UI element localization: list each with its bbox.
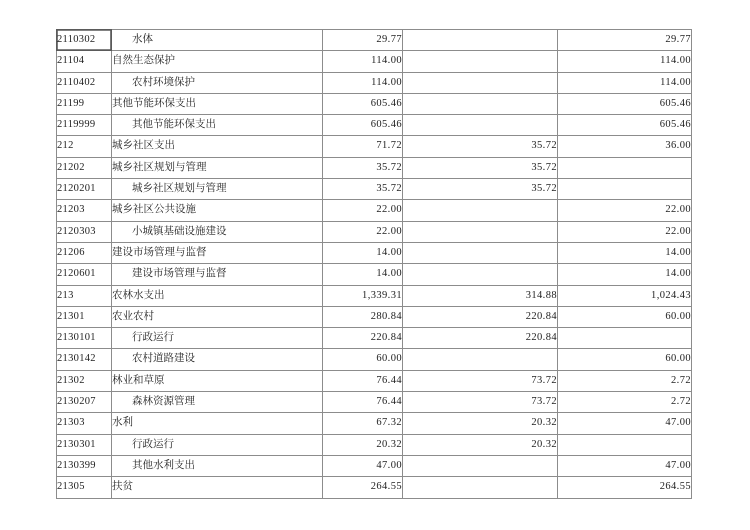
budget-name-cell: 农村道路建设 xyxy=(112,349,323,370)
budget-table xyxy=(56,29,692,499)
amount-cell-3: 36.00 xyxy=(558,136,692,157)
amount-cell-1: 29.77 xyxy=(323,30,403,51)
table-row xyxy=(57,349,692,370)
budget-code-cell: 21202 xyxy=(57,157,112,178)
amount-cell-1: 71.72 xyxy=(323,136,403,157)
budget-code-cell: 21301 xyxy=(57,306,112,327)
amount-cell-2 xyxy=(403,264,558,285)
amount-cell-2: 220.84 xyxy=(403,328,558,349)
budget-name-cell: 行政运行 xyxy=(112,328,323,349)
table-row xyxy=(57,157,692,178)
amount-cell-3: 22.00 xyxy=(558,221,692,242)
amount-cell-2: 220.84 xyxy=(403,306,558,327)
budget-name-cell: 建设市场管理与监督 xyxy=(112,242,323,263)
amount-cell-3: 47.00 xyxy=(558,455,692,476)
table-row xyxy=(57,264,692,285)
table-row xyxy=(57,477,692,498)
amount-cell-2: 35.72 xyxy=(403,157,558,178)
amount-cell-1: 20.32 xyxy=(323,434,403,455)
budget-code-cell: 21104 xyxy=(57,51,112,72)
amount-cell-2 xyxy=(403,477,558,498)
amount-cell-3 xyxy=(558,328,692,349)
amount-cell-1: 114.00 xyxy=(323,51,403,72)
budget-name-cell: 农业农村 xyxy=(112,306,323,327)
budget-code-cell: 21203 xyxy=(57,200,112,221)
budget-code-cell: 2120601 xyxy=(57,264,112,285)
table-row xyxy=(57,72,692,93)
amount-cell-1: 220.84 xyxy=(323,328,403,349)
budget-name-cell: 其他节能环保支出 xyxy=(112,115,323,136)
amount-cell-1: 264.55 xyxy=(323,477,403,498)
table-row xyxy=(57,455,692,476)
amount-cell-2: 73.72 xyxy=(403,370,558,391)
table-row xyxy=(57,413,692,434)
table-row xyxy=(57,434,692,455)
amount-cell-2 xyxy=(403,93,558,114)
amount-cell-1: 114.00 xyxy=(323,72,403,93)
table-row xyxy=(57,30,692,51)
budget-name-cell: 森林资源管理 xyxy=(112,392,323,413)
budget-code-cell: 2120303 xyxy=(57,221,112,242)
budget-code-cell: 2130301 xyxy=(57,434,112,455)
table-row xyxy=(57,93,692,114)
budget-name-cell: 城乡社区规划与管理 xyxy=(112,157,323,178)
table-row xyxy=(57,392,692,413)
amount-cell-3 xyxy=(558,179,692,200)
budget-code-cell: 2130142 xyxy=(57,349,112,370)
amount-cell-3 xyxy=(558,434,692,455)
amount-cell-2 xyxy=(403,30,558,51)
budget-name-cell: 建设市场管理与监督 xyxy=(112,264,323,285)
amount-cell-3: 114.00 xyxy=(558,51,692,72)
budget-code-cell: 2110302 xyxy=(57,30,112,51)
budget-name-cell: 农村环境保护 xyxy=(112,72,323,93)
table-row xyxy=(57,136,692,157)
table-row xyxy=(57,51,692,72)
budget-code-cell: 213 xyxy=(57,285,112,306)
amount-cell-2: 35.72 xyxy=(403,179,558,200)
amount-cell-3: 22.00 xyxy=(558,200,692,221)
budget-code-cell: 2130101 xyxy=(57,328,112,349)
table-row xyxy=(57,242,692,263)
amount-cell-3: 2.72 xyxy=(558,392,692,413)
budget-code-cell: 2130399 xyxy=(57,455,112,476)
budget-name-cell: 水利 xyxy=(112,413,323,434)
budget-code-cell: 21303 xyxy=(57,413,112,434)
amount-cell-3: 2.72 xyxy=(558,370,692,391)
amount-cell-1: 1,339.31 xyxy=(323,285,403,306)
budget-name-cell: 小城镇基础设施建设 xyxy=(112,221,323,242)
amount-cell-1: 14.00 xyxy=(323,264,403,285)
budget-name-cell: 城乡社区规划与管理 xyxy=(112,179,323,200)
table-row xyxy=(57,328,692,349)
table-row xyxy=(57,200,692,221)
budget-code-cell: 2120201 xyxy=(57,179,112,200)
amount-cell-1: 35.72 xyxy=(323,179,403,200)
amount-cell-3: 114.00 xyxy=(558,72,692,93)
amount-cell-2 xyxy=(403,200,558,221)
amount-cell-1: 280.84 xyxy=(323,306,403,327)
budget-code-cell: 2119999 xyxy=(57,115,112,136)
budget-name-cell: 自然生态保护 xyxy=(112,51,323,72)
budget-name-cell: 其他节能环保支出 xyxy=(112,93,323,114)
amount-cell-3: 60.00 xyxy=(558,306,692,327)
amount-cell-1: 22.00 xyxy=(323,221,403,242)
amount-cell-1: 605.46 xyxy=(323,115,403,136)
amount-cell-1: 47.00 xyxy=(323,455,403,476)
budget-name-cell: 城乡社区支出 xyxy=(112,136,323,157)
amount-cell-1: 35.72 xyxy=(323,157,403,178)
amount-cell-3: 29.77 xyxy=(558,30,692,51)
amount-cell-2: 35.72 xyxy=(403,136,558,157)
budget-code-cell: 21199 xyxy=(57,93,112,114)
budget-name-cell: 行政运行 xyxy=(112,434,323,455)
amount-cell-1: 14.00 xyxy=(323,242,403,263)
budget-name-cell: 扶贫 xyxy=(112,477,323,498)
amount-cell-3: 605.46 xyxy=(558,115,692,136)
amount-cell-2 xyxy=(403,115,558,136)
amount-cell-3: 60.00 xyxy=(558,349,692,370)
amount-cell-3: 14.00 xyxy=(558,264,692,285)
amount-cell-1: 605.46 xyxy=(323,93,403,114)
amount-cell-1: 76.44 xyxy=(323,370,403,391)
amount-cell-2 xyxy=(403,72,558,93)
budget-code-cell: 212 xyxy=(57,136,112,157)
table-row xyxy=(57,221,692,242)
amount-cell-2 xyxy=(403,51,558,72)
table-row xyxy=(57,179,692,200)
amount-cell-1: 76.44 xyxy=(323,392,403,413)
budget-name-cell: 林业和草原 xyxy=(112,370,323,391)
amount-cell-1: 22.00 xyxy=(323,200,403,221)
amount-cell-2 xyxy=(403,242,558,263)
budget-code-cell: 21302 xyxy=(57,370,112,391)
budget-name-cell: 水体 xyxy=(112,30,323,51)
budget-table-body xyxy=(57,30,692,499)
table-row xyxy=(57,285,692,306)
budget-code-cell: 2130207 xyxy=(57,392,112,413)
amount-cell-1: 60.00 xyxy=(323,349,403,370)
amount-cell-3: 47.00 xyxy=(558,413,692,434)
amount-cell-2: 20.32 xyxy=(403,413,558,434)
table-row xyxy=(57,115,692,136)
table-row xyxy=(57,306,692,327)
table-row xyxy=(57,370,692,391)
budget-code-cell: 21305 xyxy=(57,477,112,498)
budget-code-cell: 2110402 xyxy=(57,72,112,93)
amount-cell-2: 73.72 xyxy=(403,392,558,413)
amount-cell-3: 14.00 xyxy=(558,242,692,263)
amount-cell-2 xyxy=(403,455,558,476)
amount-cell-2: 314.88 xyxy=(403,285,558,306)
amount-cell-2: 20.32 xyxy=(403,434,558,455)
amount-cell-3: 1,024.43 xyxy=(558,285,692,306)
budget-code-cell: 21206 xyxy=(57,242,112,263)
budget-name-cell: 城乡社区公共设施 xyxy=(112,200,323,221)
amount-cell-1: 67.32 xyxy=(323,413,403,434)
budget-name-cell: 其他水利支出 xyxy=(112,455,323,476)
amount-cell-2 xyxy=(403,221,558,242)
budget-name-cell: 农林水支出 xyxy=(112,285,323,306)
amount-cell-3: 605.46 xyxy=(558,93,692,114)
amount-cell-3: 264.55 xyxy=(558,477,692,498)
amount-cell-2 xyxy=(403,349,558,370)
amount-cell-3 xyxy=(558,157,692,178)
